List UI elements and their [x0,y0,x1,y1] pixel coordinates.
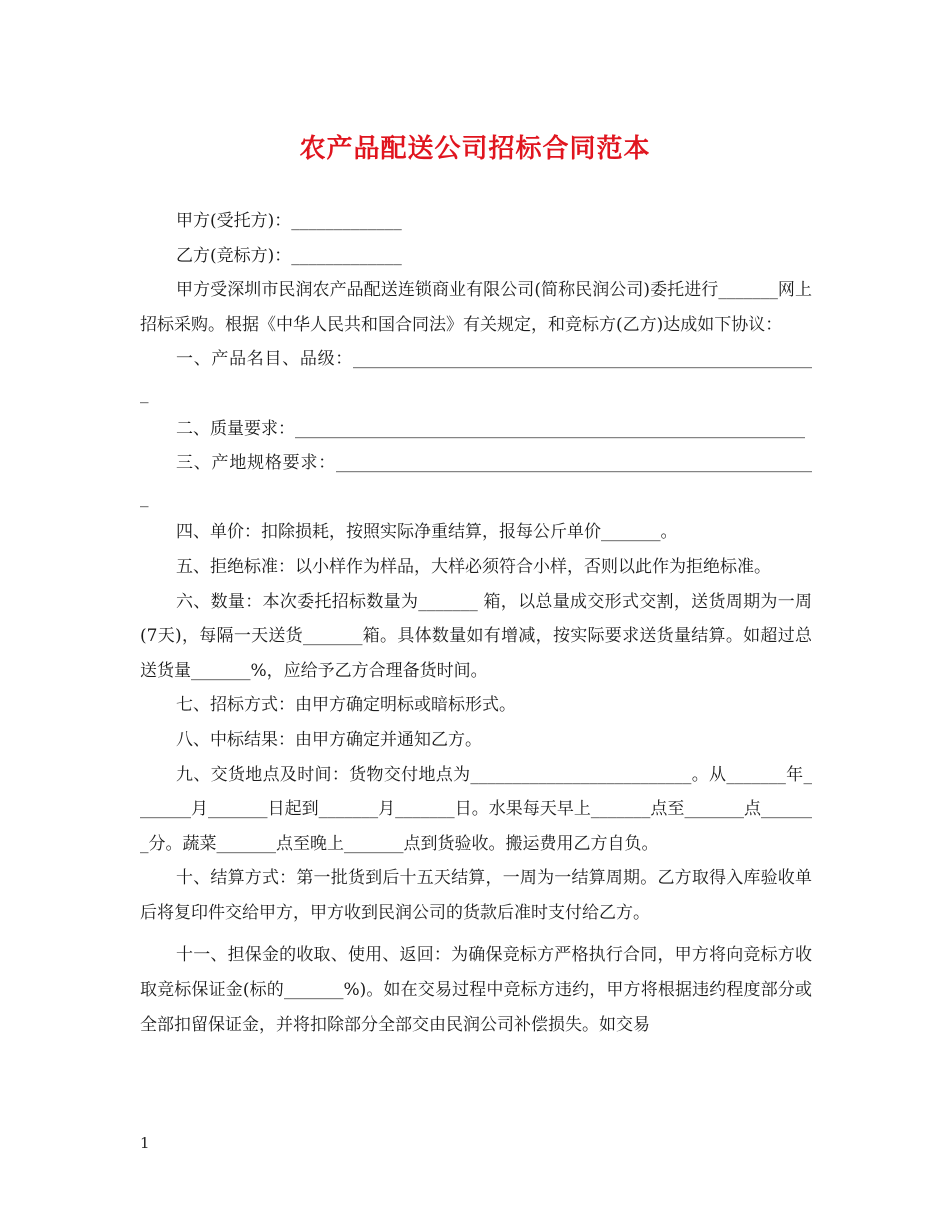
party-b-line: 乙方(竞标方)：_____________ [176,245,402,266]
intro-paragraph: 甲方受深圳市民润农产品配送连锁商业有限公司(简称民润公司)委托进行_______网上招标采购。根据《中华人民共和国合同法》有关规定，和竞标方(乙方)达成如下协议： [140,280,812,335]
clause-11-deposit: 十一、担保金的收取、使用、返回：为确保竞标方严格执行合同，甲方将向竞标方收取竞标保证金(标的_______%)。如在交易过程中竞标方违约，甲方将根据违约程度部分或全部扣留保证金，并将扣除部分全部交由民润公司补偿损失。如交易 [140,945,812,1035]
clause-8-result: 八、中标结果：由甲方确定并通知乙方。 [176,729,482,750]
clause-7-method: 七、招标方式：由甲方确定明标或暗标形式。 [176,695,516,716]
clause-1-product: 一、产品名目、品级：_______________________________________________________ [140,349,812,404]
clause-4-price: 四、单价：扣除损耗，按照实际净重结算，报每公斤单价_______。 [176,522,678,543]
document-title: 农产品配送公司招标合同范本 [299,134,651,164]
document-body [140,204,812,1042]
clause-2-quality: 二、质量要求：____________________________________________________________ [176,418,805,439]
clause-5-rejection: 五、拒绝标准：以小样作为样品，大样必须符合小样，否则以此作为拒绝标准。 [176,556,771,577]
clause-10-settlement: 十、结算方式：第一批货到后十五天结算，一周为一结算周期。乙方取得入库验收单后将复印件交给甲方，甲方收到民润公司的货款后准时支付给乙方。 [140,868,812,923]
clause-3-origin: 三、产地规格要求：_________________________________________________________ [140,453,812,508]
page-number: 1 [140,1134,150,1152]
clause-9-delivery: 九、交货地点及时间：货物交付地点为__________________________。从_______年_______月_______日起到_______月_______日。水果每天早上_______点至_______点_______分。蔬菜_______点至晚上_______点到货验收。搬运费用乙方自负。 [140,764,812,854]
party-a-line: 甲方(受托方)：_____________ [176,211,402,231]
clause-6-quantity: 六、数量：本次委托招标数量为_______ 箱，以总量成交形式交割，送货周期为一周(7天)，每隔一天送货_______箱。具体数量如有增减，按实际要求送货量结算。如超过总送货量_______%，应给予乙方合理备货时间。 [140,591,812,681]
